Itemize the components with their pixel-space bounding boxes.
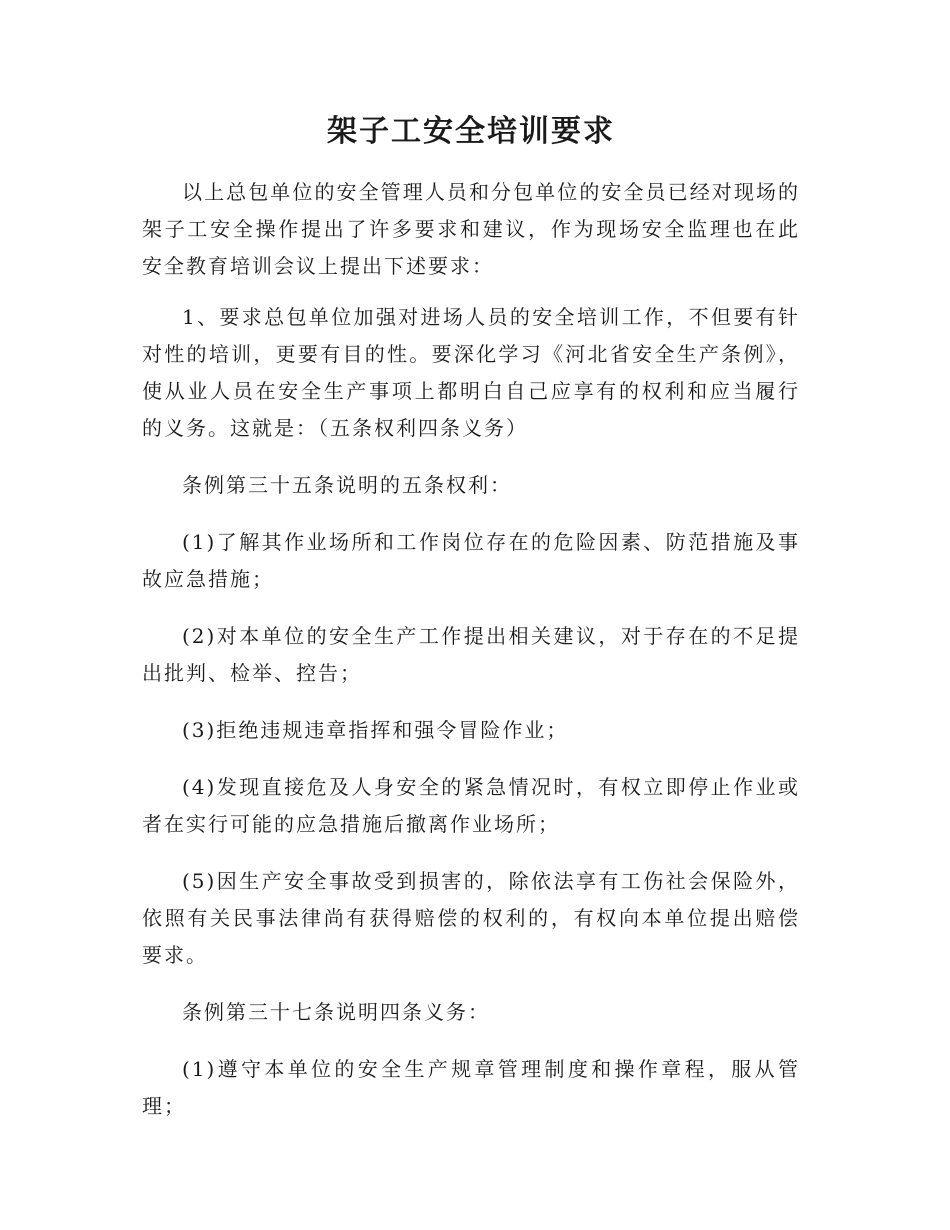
right-5-paragraph: (5)因生产安全事故受到损害的，除依法享有工伤社会保险外，依照有关民事法律尚有获得赔偿的权利的，有权向本单位提出赔偿要求。 [142,869,800,967]
right-3-paragraph: (3)拒绝违规违章指挥和强令冒险作业； [182,718,569,742]
intro-paragraph: 以上总包单位的安全管理人员和分包单位的安全员已经对现场的架子工安全操作提出了许多要求和建议，作为现场安全监理也在此安全教育培训会议上提出下述要求： [142,180,800,278]
right-2-paragraph: (2)对本单位的安全生产工作提出相关建议，对于存在的不足提出批判、检举、控告； [142,624,800,685]
right-4-paragraph: (4)发现直接危及人身安全的紧急情况时，有权立即停止作业或者在实行可能的应急措施后撤离作业场所； [142,775,800,836]
right-1-paragraph: (1)了解其作业场所和工作岗位存在的危险因素、防范措施及事故应急措施； [142,530,800,591]
article-35-heading: 条例第三十五条说明的五条权利： [182,473,512,497]
requirement-1-paragraph: 1、要求总包单位加强对进场人员的安全培训工作，不但要有针对性的培训，更要有目的性。要深化学习《河北省安全生产条例》，使从业人员在安全生产事项上都明白自己应享有的权利和应当履行的义务。这就是：（五条权利四条义务） [142,305,800,440]
document-title: 架子工安全培训要求 [327,114,615,149]
article-37-heading: 条例第三十七条说明四条义务： [182,1000,490,1024]
duty-1-paragraph: (1)遵守本单位的安全生产规章管理制度和操作章程，服从管理； [142,1057,800,1118]
